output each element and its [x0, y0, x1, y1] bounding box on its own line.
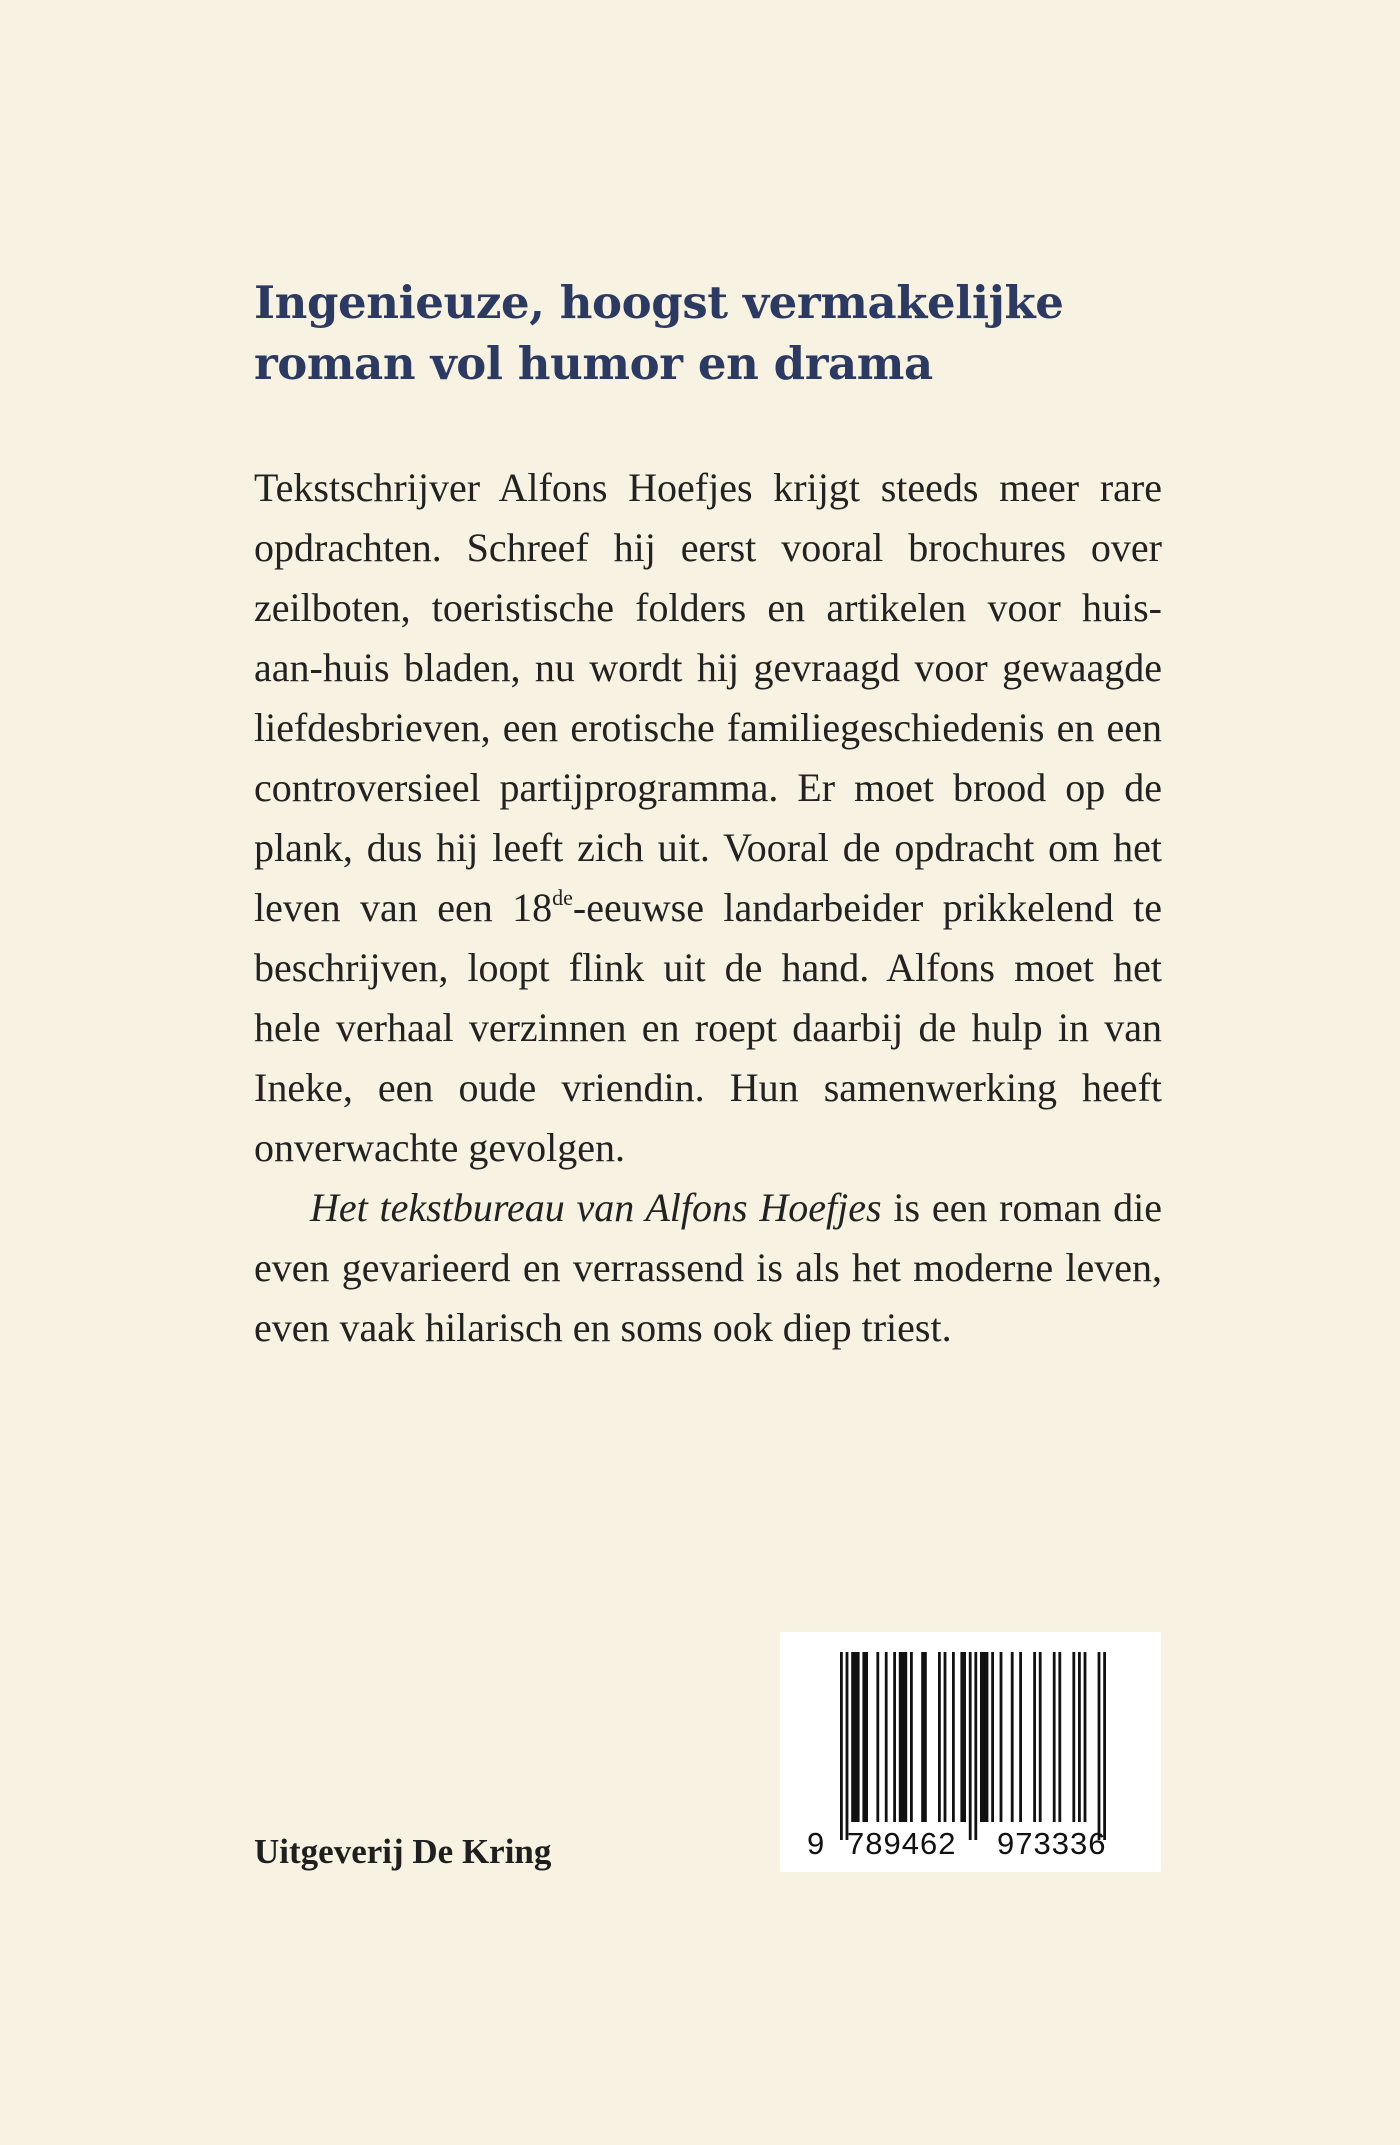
barcode-bar	[910, 1652, 913, 1822]
barcode-bar	[1078, 1652, 1081, 1822]
barcode-bar	[980, 1652, 988, 1822]
isbn-lead-digit: 9	[807, 1826, 825, 1861]
headline-line-2: roman vol humor en drama	[254, 337, 933, 390]
book-title-italic: Het tekstbureau van Alfons Hoefjes	[310, 1185, 882, 1230]
barcode-bar	[1011, 1652, 1014, 1822]
barcode-bar	[991, 1652, 994, 1822]
isbn-group-2: 973336	[997, 1826, 1107, 1861]
barcode-guard-bar	[974, 1652, 977, 1840]
barcode-bar	[1033, 1652, 1036, 1822]
barcode-guard-bar	[969, 1652, 972, 1840]
barcode-bar	[1019, 1652, 1022, 1822]
blurb-p2-rest: is een roman die even gevarieerd en verrassend is als het moderne leven, even vaak hilarisch en soms ook diep triest.	[254, 1185, 1162, 1350]
barcode-bar	[1000, 1652, 1003, 1822]
barcode-bar	[1072, 1652, 1075, 1822]
barcode-bar	[938, 1652, 941, 1822]
barcode-bar	[885, 1652, 888, 1822]
barcode-bar	[851, 1652, 859, 1822]
isbn-barcode	[780, 1632, 1161, 1872]
ordinal-superscript: de	[552, 885, 573, 910]
barcode-bar	[921, 1652, 927, 1822]
barcode-bar	[960, 1652, 966, 1822]
publisher-name: Uitgeverij De Kring	[254, 1832, 552, 1871]
isbn-number	[780, 1826, 1161, 1862]
barcode-bar	[876, 1652, 879, 1822]
barcode-bar	[1058, 1652, 1061, 1822]
headline	[254, 272, 1154, 394]
barcode-bar	[1039, 1652, 1042, 1822]
barcode-bar	[899, 1652, 907, 1822]
barcode-bar	[893, 1652, 896, 1822]
barcode-bar	[862, 1652, 868, 1822]
barcode-bar	[944, 1652, 947, 1822]
headline-line-1: Ingenieuze, hoogst vermakelijke	[254, 276, 1064, 329]
barcode-guard-bar	[1103, 1652, 1106, 1840]
isbn-group-1: 789462	[847, 1826, 957, 1861]
blurb-paragraph-2	[254, 1178, 1162, 1358]
barcode-bar	[952, 1652, 955, 1822]
barcode-bar	[1053, 1652, 1056, 1822]
blurb-text	[254, 458, 1162, 1358]
blurb-paragraph-1	[254, 458, 1162, 1178]
barcode-guard-bar	[1098, 1652, 1101, 1840]
blurb-p1-part-1: Tekstschrijver Alfons Hoefjes krijgt steeds meer rare opdrachten. Schreef hij eerst vooral brochures over zeilboten, toeristische folders en artikelen voor huis-aan-huis bladen, nu wordt hij gevraagd voor gewaagde liefdesbrieven, een erotische familiegeschiedenis en een controversieel partijprogramma. Er moet brood op de plank, dus hij leeft zich uit. Vooral de opdracht om het leven van een 18	[254, 465, 1162, 930]
barcode-guard-bar	[846, 1652, 849, 1840]
barcode-bar	[1084, 1652, 1087, 1822]
blurb-p1-part-2: -eeuwse landarbeider prikkelend te beschrijven, loopt flink uit de hand. Alfons moet het hele verhaal verzinnen en roept daarbij de hulp in van Ineke, een oude vriendin. Hun samenwerking heeft onverwachte gevolgen.	[254, 885, 1162, 1170]
barcode-guard-bar	[840, 1652, 843, 1840]
